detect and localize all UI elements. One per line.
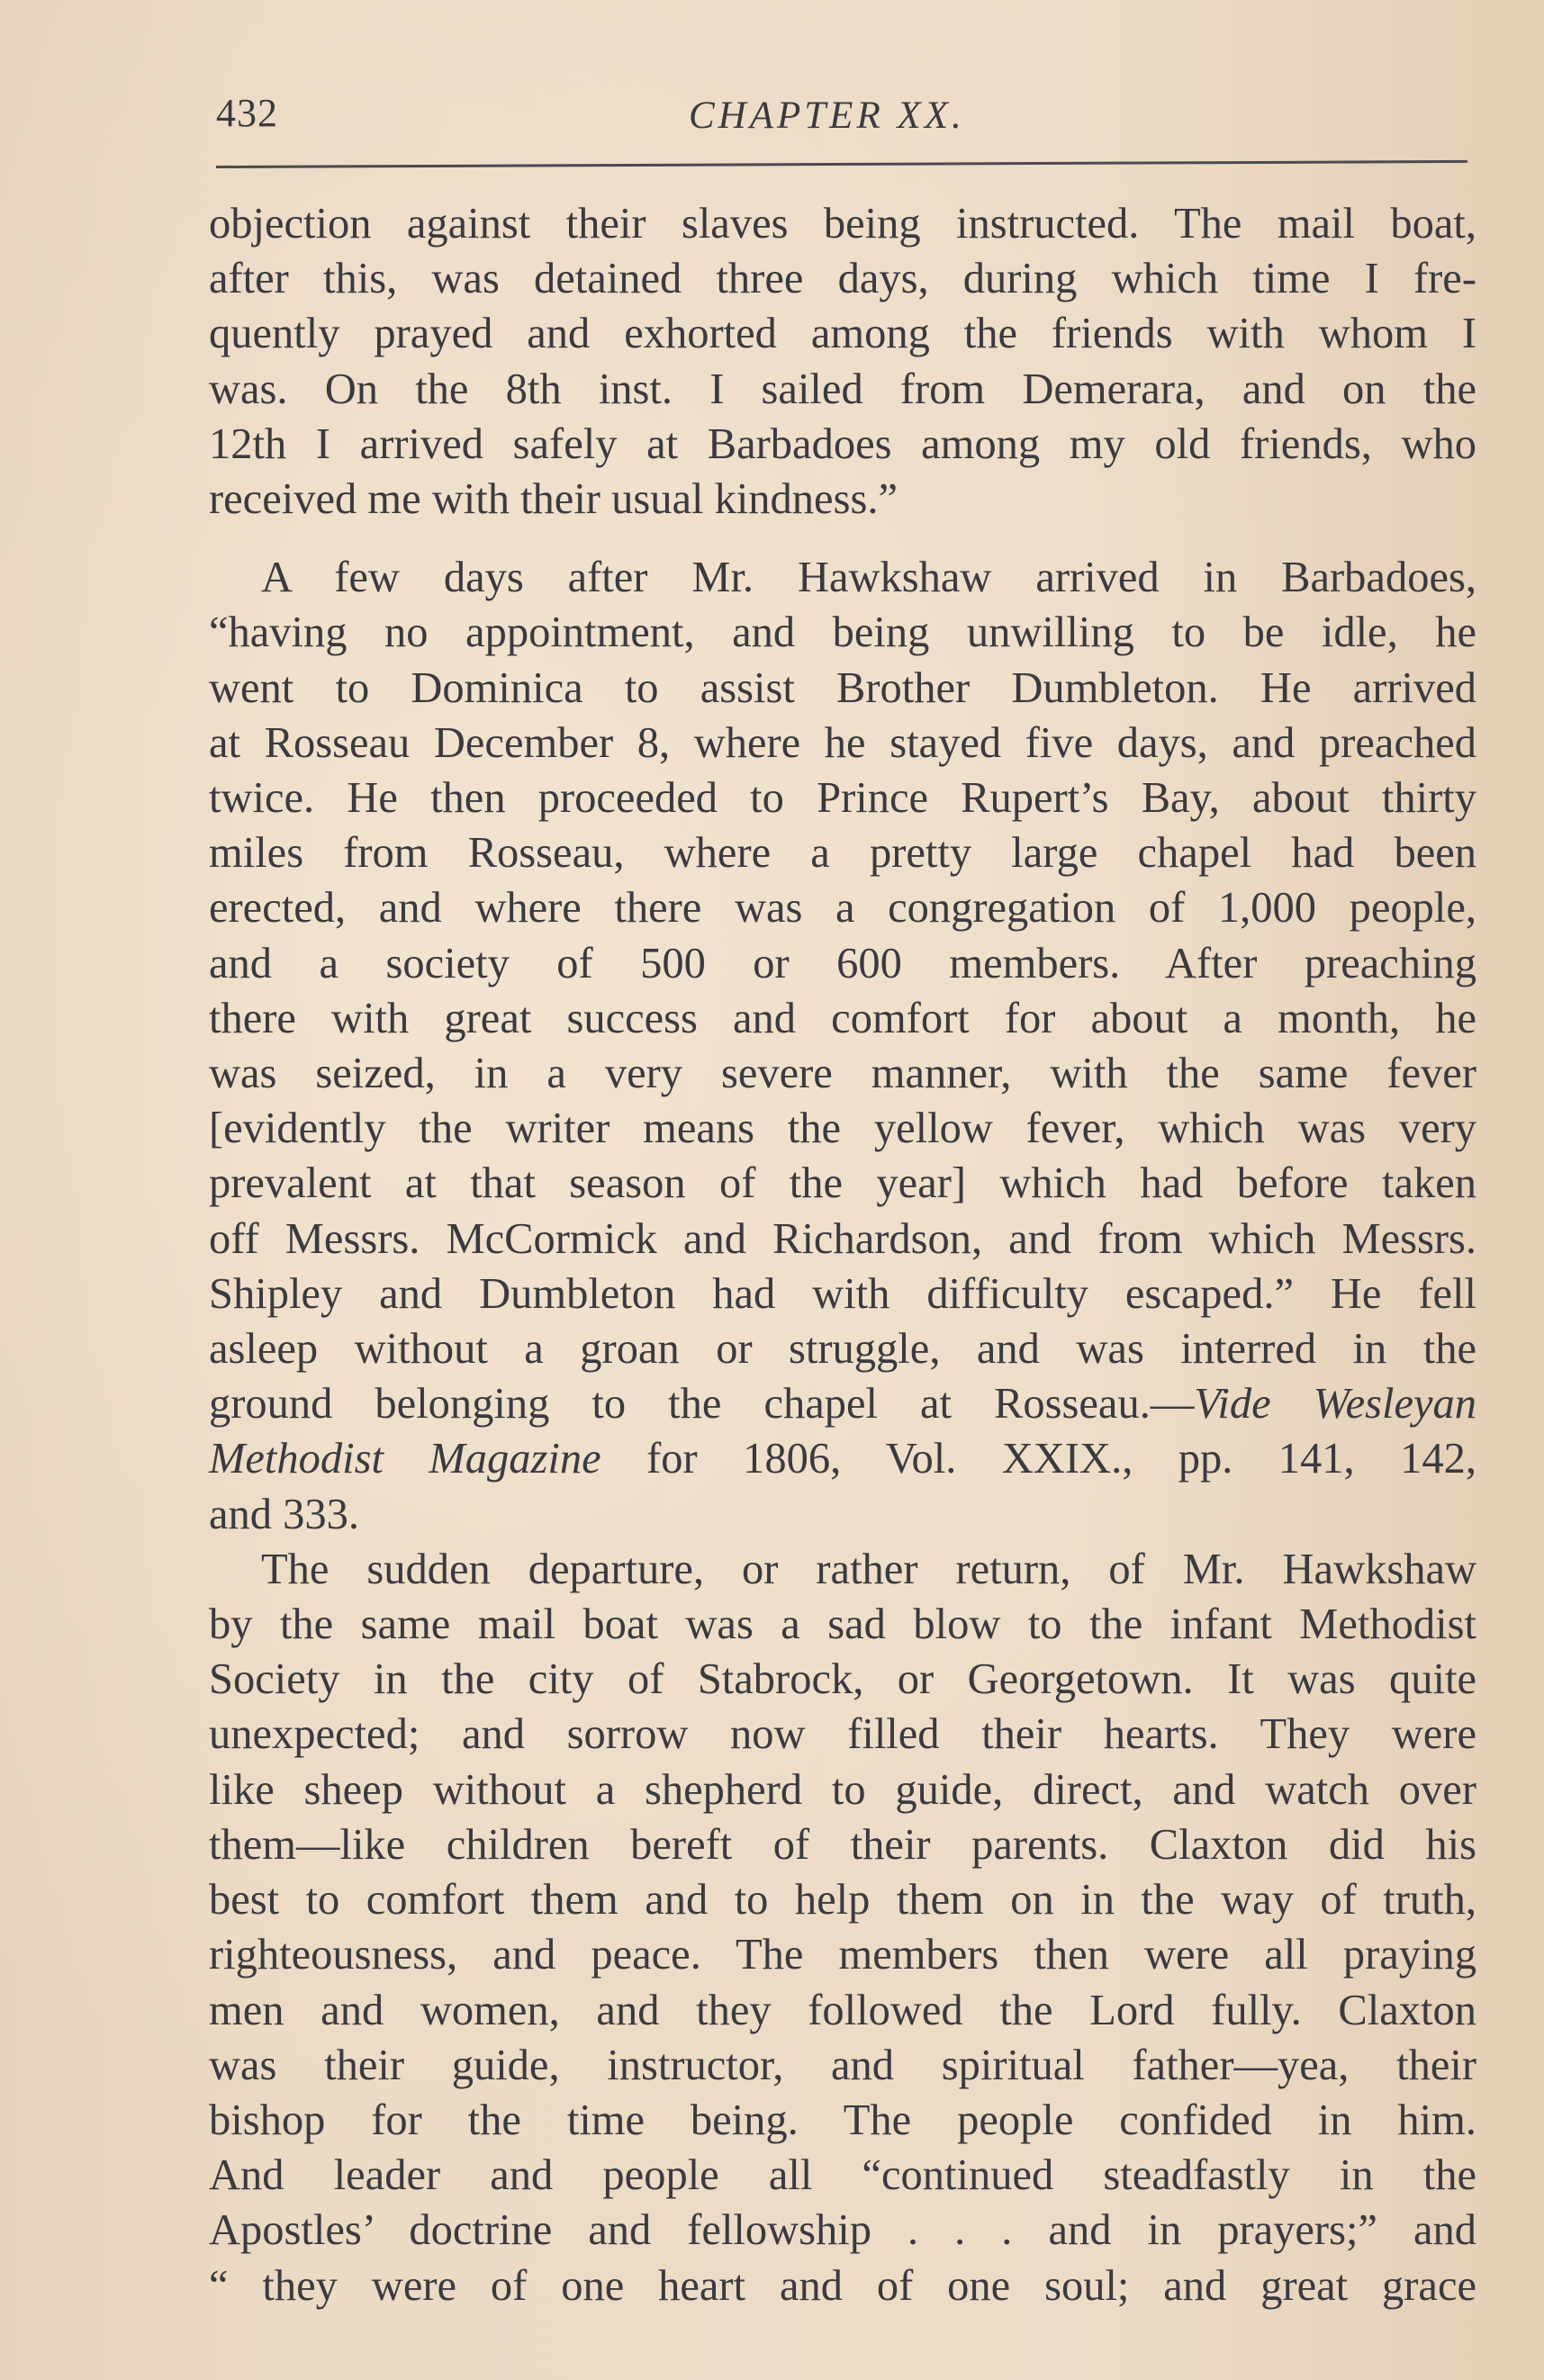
text-line: miles from Rosseau, where a pretty large chapel had been <box>209 829 1476 878</box>
text-line: righteousness, and peace. The members then were all praying <box>209 1931 1476 1979</box>
page-number: 432 <box>216 91 278 135</box>
text-line: went to Dominica to assist Brother Dumbleton. He arrived <box>209 663 1476 712</box>
text-line: “ they were of one heart and of one soul; and great grace <box>209 2261 1476 2310</box>
text-line: off Messrs. McCormick and Richardson, and from which Messrs. <box>209 1214 1476 1263</box>
text-line: at Rosseau December 8, where he stayed five days, and preached <box>209 718 1476 767</box>
text-line: quently prayed and exhorted among the friends with whom I <box>209 310 1476 358</box>
running-head: CHAPTER XX. <box>689 95 965 137</box>
text-line: and a society of 500 or 600 members. After preaching <box>209 939 1476 987</box>
text-line: received me with their usual kindness.” <box>209 475 898 524</box>
text-line: Apostles’ doctrine and fellowship . . . and in prayers;” and <box>209 2206 1476 2255</box>
paragraph-1 <box>209 196 1476 527</box>
text-line: like sheep without a shepherd to guide, direct, and watch over <box>209 1765 1476 1814</box>
text-line: The sudden departure, or rather return, of Mr. Hawkshaw <box>261 1545 1476 1593</box>
text-line: and 333. <box>209 1490 360 1538</box>
text-line: best to comfort them and to help them on in the way of truth, <box>209 1876 1476 1925</box>
text-line-citation <box>209 1431 1476 1486</box>
paragraph-spacer <box>209 527 1476 550</box>
text-line: was their guide, instructor, and spiritual father—yea, their <box>209 2041 1476 2089</box>
body-text <box>209 196 1476 2313</box>
paragraph-3 <box>209 1542 1476 2313</box>
text-line: by the same mail boat was a sad blow to the infant Methodist <box>209 1600 1476 1649</box>
text-run: ground belonging to the chapel at Rosseau.— <box>209 1380 1195 1429</box>
italic-citation: Methodist Magazine <box>209 1435 601 1483</box>
text-line: bishop for the time being. The people confided in him. <box>209 2096 1476 2144</box>
text-line: asleep without a groan or struggle, and was interred in the <box>209 1325 1476 1374</box>
text-line: A few days after Mr. Hawkshaw arrived in Barbadoes, <box>261 554 1476 602</box>
paragraph-2 <box>209 550 1476 1542</box>
text-line: Shipley and Dumbleton had with difficulty escaped.” He fell <box>209 1269 1476 1318</box>
text-line: prevalent at that season of the year] which had before taken <box>209 1159 1476 1208</box>
text-line: there with great success and comfort for about a month, he <box>209 994 1476 1042</box>
text-run: for 1806, Vol. XXIX., pp. 141, 142, <box>600 1435 1476 1483</box>
text-line: Society in the city of Stabrock, or Georgetown. It was quite <box>209 1655 1476 1704</box>
text-line: was seized, in a very severe manner, with the same fever <box>209 1050 1476 1098</box>
header-rule <box>216 160 1467 168</box>
text-line: And leader and people all “continued steadfastly in the <box>209 2151 1476 2200</box>
text-line: “having no appointment, and being unwilling to be idle, he <box>209 609 1476 657</box>
text-line: them—like children bereft of their parents. Claxton did his <box>209 1820 1476 1869</box>
text-line-citation <box>209 1376 1476 1431</box>
text-line: objection against their slaves being instructed. The mail boat, <box>209 200 1476 248</box>
page-header <box>216 90 1467 153</box>
text-line: unexpected; and sorrow now filled their hearts. They were <box>209 1710 1476 1759</box>
italic-citation: Vide Wesleyan <box>1194 1380 1477 1429</box>
text-line: erected, and where there was a congregation of 1,000 people, <box>209 884 1476 933</box>
text-line: men and women, and they followed the Lord fully. Claxton <box>209 1986 1476 2034</box>
text-line: twice. He then proceeded to Prince Rupert’s Bay, about thirty <box>209 774 1476 823</box>
text-line: [evidently the writer means the yellow fever, which was very <box>209 1104 1476 1153</box>
text-line: was. On the 8th inst. I sailed from Demerara, and on the <box>209 365 1476 413</box>
text-line: after this, was detained three days, during which time I fre- <box>209 255 1476 303</box>
text-line: 12th I arrived safely at Barbadoes among my old friends, who <box>209 419 1476 468</box>
